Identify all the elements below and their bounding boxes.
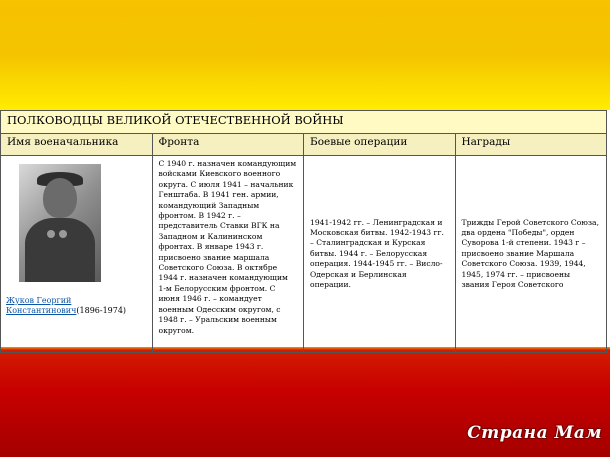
medal-icon (59, 230, 67, 238)
portrait-photo (19, 164, 101, 282)
head-shape (43, 178, 77, 218)
operations-text: 1941-1942 гг. – Ленинградская и Московская битвы. 1942-1943 гг. – Сталинградская и Курская битвы. 1944 г. – Белорусская операция. 1944-1945 гг. – Висло-Одерская и Берлинская операции. (310, 217, 444, 290)
table-title-row (1, 111, 607, 134)
header-fronts: Фронта (152, 134, 304, 156)
header-operations: Боевые операции (304, 134, 456, 156)
fronts-cell (152, 156, 304, 353)
table-header-row (1, 134, 607, 156)
awards-text: Трижды Герой Советского Союза, два ордена "Победы", орден Суворова 1-й степени. 1943 г – присвоено звание Маршала Советского Союза. 1939, 1944, 1945, 1974 гг. – присвоены звания Героя Советского (461, 217, 599, 290)
commander-name-link[interactable]: Жуков Георгий Константинович (6, 296, 77, 315)
commander-years: (1896-1974) (76, 306, 127, 315)
commanders-table-container (0, 110, 610, 347)
name-cell (1, 156, 153, 353)
header-awards: Награды (455, 134, 607, 156)
commanders-table (0, 110, 607, 353)
table-row (1, 156, 607, 353)
awards-cell (455, 156, 607, 353)
commander-name (1, 282, 152, 316)
medal-icon (47, 230, 55, 238)
header-name: Имя военачальника (1, 134, 153, 156)
table-title: ПОЛКОВОДЦЫ ВЕЛИКОЙ ОТЕЧЕСТВЕННОЙ ВОЙНЫ (1, 111, 607, 134)
fronts-text: С 1940 г. назначен командующим войсками Киевского военного округа. С июля 1941 – начальник Генштаба. В 1941 ген. армии, командующий Западным фронтом. В 1942 г. – представитель Ставки ВГК на Западном и Калининском фронтах. В январе 1943 г. присвоено звание маршала Советского Союза. В октябре 1944 г. назначен командующим 1-м Белорусским фронтом. С июня 1946 г. – командует военным Одесским округом, с 1948 г. – Уральским военным округом. (158, 159, 297, 335)
operations-cell (304, 156, 456, 353)
watermark-logo: Страна Мам (467, 423, 602, 443)
uniform-shape (25, 218, 95, 282)
